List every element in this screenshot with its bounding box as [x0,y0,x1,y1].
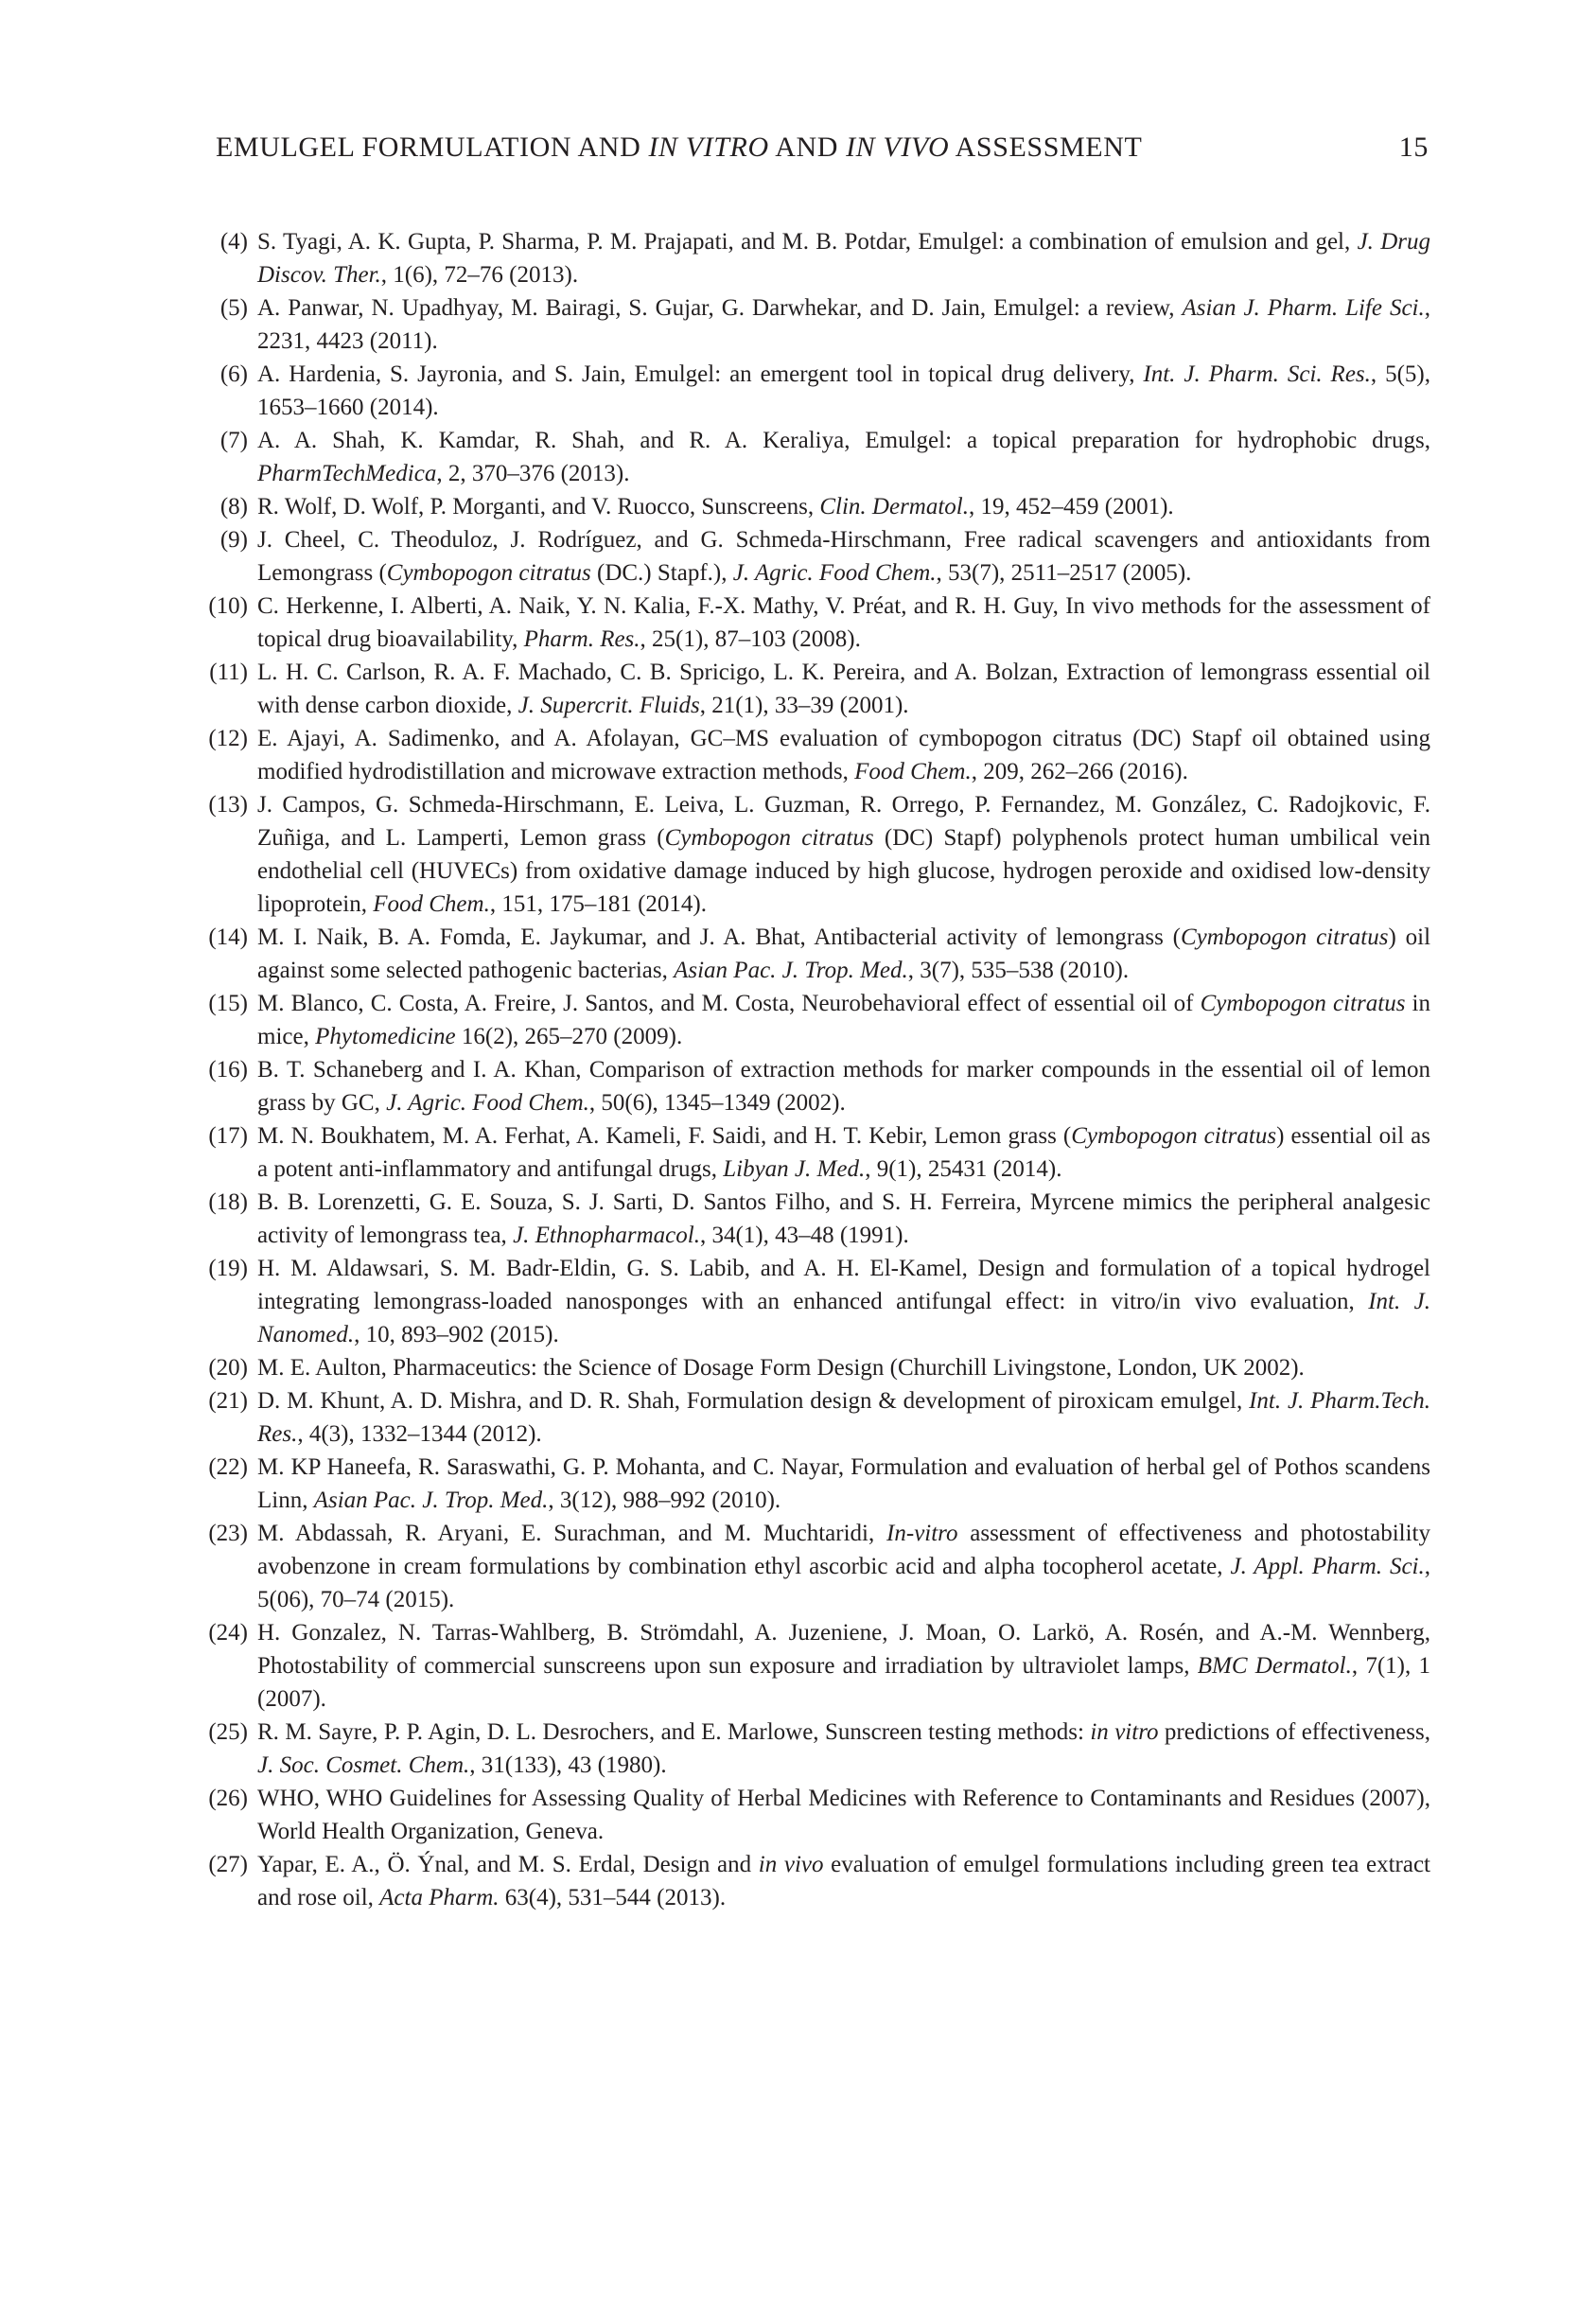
reference-item [189,424,1430,490]
reference-item [189,1716,1430,1782]
reference-italic-segment: Libyan J. Med. [723,1156,866,1182]
running-header [216,129,1429,167]
reference-segment: , 19, 452–459 (2001). [969,494,1174,519]
reference-text [257,494,1174,519]
reference-item [189,1848,1430,1914]
reference-number: (17) [208,1123,248,1149]
reference-segment: , 3(12), 988–992 (2010). [548,1487,781,1513]
reference-item [189,590,1430,656]
reference-number: (10) [208,593,248,619]
reference-segment: predictions of effectiveness, [1158,1719,1430,1745]
reference-number: (14) [208,924,248,950]
reference-text [257,593,1430,652]
reference-italic-segment: Phytomedicine [315,1024,456,1049]
reference-text [257,1521,1430,1612]
reference-segment: J. Cheel, C. Theoduloz, J. Rodríguez, and G. Schmeda-Hirschmann, Free radical scavengers and antioxidants from Lemongrass ( [257,527,1430,586]
reference-item [189,1451,1430,1517]
reference-segment: , 3(7), 535–538 (2010). [907,958,1130,983]
reference-italic-segment: Food Chem. [854,759,972,784]
reference-text [257,1189,1430,1248]
reference-segment: D. M. Khunt, A. D. Mishra, and D. R. Shah, Formulation design & development of piroxicam emulgel, [257,1388,1250,1414]
reference-italic-segment: Asian Pac. J. Trop. Med. [313,1487,549,1513]
reference-segment: 63(4), 531–544 (2013). [499,1885,727,1910]
reference-number: (26) [208,1786,248,1811]
reference-segment: M. E. Aulton, Pharmaceutics: the Science of Dosage Form Design (Churchill Livingstone, London, UK 2002). [257,1355,1305,1381]
reference-italic-segment: Cymbopogon citratus [1180,924,1389,950]
reference-item [189,656,1430,722]
running-title-part: AND [768,132,847,163]
reference-segment: 16(2), 265–270 (2009). [455,1024,683,1049]
reference-italic-segment: Pharm. Res. [523,626,640,652]
reference-segment: , 5(5), 1653–1660 (2014). [257,361,1430,420]
reference-number: (22) [208,1454,248,1480]
reference-italic-segment: in vivo [758,1852,824,1877]
reference-text [257,1355,1305,1381]
reference-item [189,1186,1430,1252]
reference-number: (19) [208,1256,248,1281]
reference-item [189,291,1430,358]
reference-text [257,428,1430,486]
running-title-part: IN VITRO [648,132,769,163]
reference-segment: WHO, WHO Guidelines for Assessing Quality of Herbal Medicines with Reference to Contaminants and Residues (2007), World Health Organization, Geneva. [257,1786,1430,1844]
reference-item [189,1119,1430,1186]
reference-item [189,1053,1430,1119]
reference-number: (16) [208,1057,248,1083]
reference-italic-segment: Int. J. Nanomed. [257,1289,1430,1347]
reference-segment: , 2231, 4423 (2011). [257,295,1431,354]
reference-italic-segment: J. Drug Discov. Ther. [257,229,1430,288]
reference-segment: J. Campos, G. Schmeda-Hirschmann, E. Leiva, L. Guzman, R. Orrego, P. Fernandez, M. González, C. Radojkovic, F. Zuñiga, and L. Lamperti, Lemon grass ( [257,792,1430,851]
reference-text [257,726,1430,784]
reference-item [189,358,1430,424]
reference-italic-segment: Clin. Dermatol. [819,494,970,519]
reference-text [257,1852,1430,1910]
reference-segment: evaluation of emulgel formulations including green tea extract and rose oil, [257,1852,1430,1910]
reference-text [257,295,1430,354]
reference-number: (20) [208,1355,248,1381]
reference-item [189,987,1430,1053]
reference-item [189,1384,1430,1451]
reference-text [257,361,1430,420]
running-title-part: IN VIVO [846,132,950,163]
reference-italic-segment: Cymbopogon citratus [664,825,874,851]
reference-segment: S. Tyagi, A. K. Gupta, P. Sharma, P. M. Prajapati, and M. B. Potdar, Emulgel: a combination of emulsion and gel, [257,229,1358,255]
reference-segment: , 34(1), 43–48 (1991). [699,1223,909,1248]
reference-number: (12) [208,726,248,751]
reference-segment: M. KP Haneefa, R. Saraswathi, G. P. Mohanta, and C. Nayar, Formulation and evaluation of herbal gel of Pothos scandens Linn, [257,1454,1430,1513]
reference-segment: M. N. Boukhatem, M. A. Ferhat, A. Kameli, F. Saidi, and H. T. Kebir, Lemon grass ( [257,1123,1072,1149]
reference-text [257,1388,1430,1447]
page-number: 15 [1398,132,1429,163]
reference-segment: in mice, [257,991,1430,1049]
reference-segment: , 2, 370–376 (2013). [436,461,630,486]
reference-number: (5) [219,295,248,321]
reference-italic-segment: Acta Pharm. [379,1885,500,1910]
reference-text [257,1057,1430,1116]
reference-number: (11) [209,660,248,685]
running-title-part: ASSESSMENT [949,132,1143,163]
reference-segment: A. Hardenia, S. Jayronia, and S. Jain, Emulgel: an emergent tool in topical drug delivery, [257,361,1144,387]
reference-number: (23) [208,1521,248,1546]
reference-number: (4) [219,229,248,255]
reference-italic-segment: PharmTechMedica [257,461,437,486]
reference-segment: H. M. Aldawsari, S. M. Badr-Eldin, G. S. Labib, and A. H. El-Kamel, Design and formulation of a topical hydrogel integrating lemongrass-loaded nanosponges with an enhanced antifungal effect: in vitro/in vivo evaluation, [257,1256,1430,1314]
reference-italic-segment: J. Agric. Food Chem. [732,560,937,586]
reference-item [189,225,1430,291]
reference-italic-segment: J. Supercrit. Fluids [517,693,700,718]
reference-segment: , 4(3), 1332–1344 (2012). [297,1421,542,1447]
reference-text [257,1256,1430,1347]
reference-list [189,225,1430,1914]
reference-segment: (DC) Stapf) polyphenols protect human umbilical vein endothelial cell (HUVECs) from oxidative damage induced by high glucose, hydrogen peroxide and oxidised low-density lipoprotein, [257,825,1431,917]
reference-text [257,527,1430,586]
reference-segment: Yapar, E. A., Ö. Ýnal, and M. S. Erdal, Design and [257,1852,759,1877]
reference-segment: , 5(06), 70–74 (2015). [257,1554,1430,1612]
reference-segment: B. T. Schaneberg and I. A. Khan, Comparison of extraction methods for marker compounds in the essential oil of lemon grass by GC, [257,1057,1430,1116]
reference-segment: , 9(1), 25431 (2014). [865,1156,1062,1182]
reference-italic-segment: in vitro [1090,1719,1159,1745]
reference-item [189,1616,1430,1716]
reference-segment: L. H. C. Carlson, R. A. F. Machado, C. B. Spricigo, L. K. Pereira, and A. Bolzan, Extraction of lemongrass essential oil with dense carbon dioxide, [257,660,1430,718]
reference-italic-segment: In-vitro [886,1521,958,1546]
reference-italic-segment: Asian Pac. J. Trop. Med. [674,958,908,983]
reference-text [257,229,1430,288]
reference-number: (27) [208,1852,248,1877]
reference-italic-segment: Int. J. Pharm. Sci. Res. [1143,361,1371,387]
reference-segment: B. B. Lorenzetti, G. E. Souza, S. J. Sarti, D. Santos Filho, and S. H. Ferreira, Myrcene mimics the peripheral analgesic activity of lemongrass tea, [257,1189,1430,1248]
reference-segment: M. I. Naik, B. A. Fomda, E. Jaykumar, and J. A. Bhat, Antibacterial activity of lemongrass ( [257,924,1181,950]
reference-item [189,1351,1430,1384]
reference-segment: , 50(6), 1345–1349 (2002). [588,1090,846,1116]
reference-item [189,788,1430,921]
reference-number: (9) [219,527,248,553]
reference-text [257,660,1430,718]
reference-segment: H. Gonzalez, N. Tarras-Wahlberg, B. Strömdahl, A. Juzeniene, J. Moan, O. Larkö, A. Rosén, and A.-M. Wennberg, Photostability of commercial sunscreens upon sun exposure and irradiation by ultraviolet lamps, [257,1620,1430,1679]
reference-segment: , 25(1), 87–103 (2008). [640,626,861,652]
reference-text [257,1454,1430,1513]
reference-number: (18) [208,1189,248,1215]
reference-text [257,1786,1430,1844]
reference-segment: ) essential oil as a potent anti-inflammatory and antifungal drugs, [257,1123,1430,1182]
reference-text [257,1719,1430,1778]
reference-segment: , 31(133), 43 (1980). [469,1752,667,1778]
reference-italic-segment: Cymbopogon citratus [386,560,591,586]
reference-number: (13) [208,792,248,818]
running-title-part: EMULGEL FORMULATION AND [216,132,649,163]
reference-number: (25) [208,1719,248,1745]
reference-segment: M. Blanco, C. Costa, A. Freire, J. Santos, and M. Costa, Neurobehavioral effect of essential oil of [257,991,1201,1016]
reference-italic-segment: J. Soc. Cosmet. Chem. [257,1752,470,1778]
reference-item [189,1782,1430,1848]
reference-number: (21) [208,1388,248,1414]
reference-number: (15) [208,991,248,1016]
reference-italic-segment: Cymbopogon citratus [1200,991,1406,1016]
reference-text [257,792,1430,917]
reference-item [189,921,1430,987]
reference-segment: , 10, 893–902 (2015). [354,1322,559,1347]
reference-italic-segment: Asian J. Pharm. Life Sci. [1182,295,1425,321]
reference-text [257,991,1430,1049]
reference-italic-segment: J. Ethnopharmacol. [513,1223,700,1248]
reference-segment: M. Abdassah, R. Aryani, E. Surachman, and M. Muchtaridi, [257,1521,887,1546]
reference-number: (6) [219,361,248,387]
reference-item [189,722,1430,788]
reference-segment: ) oil against some selected pathogenic bacterias, [257,924,1431,983]
reference-segment: , 209, 262–266 (2016). [971,759,1188,784]
reference-number: (24) [208,1620,248,1646]
reference-text [257,1123,1430,1182]
reference-italic-segment: BMC Dermatol. [1197,1653,1352,1679]
reference-text [257,1620,1430,1712]
reference-segment: E. Ajayi, A. Sadimenko, and A. Afolayan, GC–MS evaluation of cymbopogon citratus (DC) Stapf oil obtained using modified hydrodistillation and microwave extraction methods, [257,726,1430,784]
reference-segment: C. Herkenne, I. Alberti, A. Naik, Y. N. Kalia, F.-X. Mathy, V. Préat, and R. H. Guy, In vivo methods for the assessment of topical drug bioavailability, [257,593,1430,652]
reference-segment: R. M. Sayre, P. P. Agin, D. L. Desrochers, and E. Marlowe, Sunscreen testing methods: [257,1719,1091,1745]
running-title [216,129,1142,167]
reference-segment: R. Wolf, D. Wolf, P. Morganti, and V. Ruocco, Sunscreens, [257,494,820,519]
reference-italic-segment: Food Chem. [373,891,490,917]
reference-segment: , 151, 175–181 (2014). [489,891,707,917]
reference-italic-segment: J. Appl. Pharm. Sci. [1230,1554,1425,1579]
reference-item [189,1252,1430,1351]
reference-text [257,924,1430,983]
reference-number: (8) [219,494,248,519]
reference-segment: , 7(1), 1 (2007). [257,1653,1430,1712]
reference-italic-segment: J. Agric. Food Chem. [386,1090,589,1116]
reference-number: (7) [219,428,248,453]
reference-segment: , 53(7), 2511–2517 (2005). [936,560,1192,586]
reference-item [189,1517,1430,1616]
reference-segment: , 1(6), 72–76 (2013). [380,262,579,288]
reference-segment: A. Panwar, N. Upadhyay, M. Bairagi, S. Gujar, G. Darwhekar, and D. Jain, Emulgel: a review, [257,295,1183,321]
reference-item [189,523,1430,590]
reference-segment: , 21(1), 33–39 (2001). [699,693,909,718]
reference-segment: assessment of effectiveness and photostability avobenzone in cream formulations by combination ethyl ascorbic acid and alpha tocopherol acetate, [257,1521,1431,1579]
reference-item [189,490,1430,523]
reference-italic-segment: Int. J. Pharm.Tech. Res. [257,1388,1430,1447]
reference-italic-segment: Cymbopogon citratus [1071,1123,1277,1149]
reference-segment: (DC.) Stapf.), [590,560,733,586]
reference-segment: A. A. Shah, K. Kamdar, R. Shah, and R. A. Keraliya, Emulgel: a topical preparation for hydrophobic drugs, [257,428,1430,453]
